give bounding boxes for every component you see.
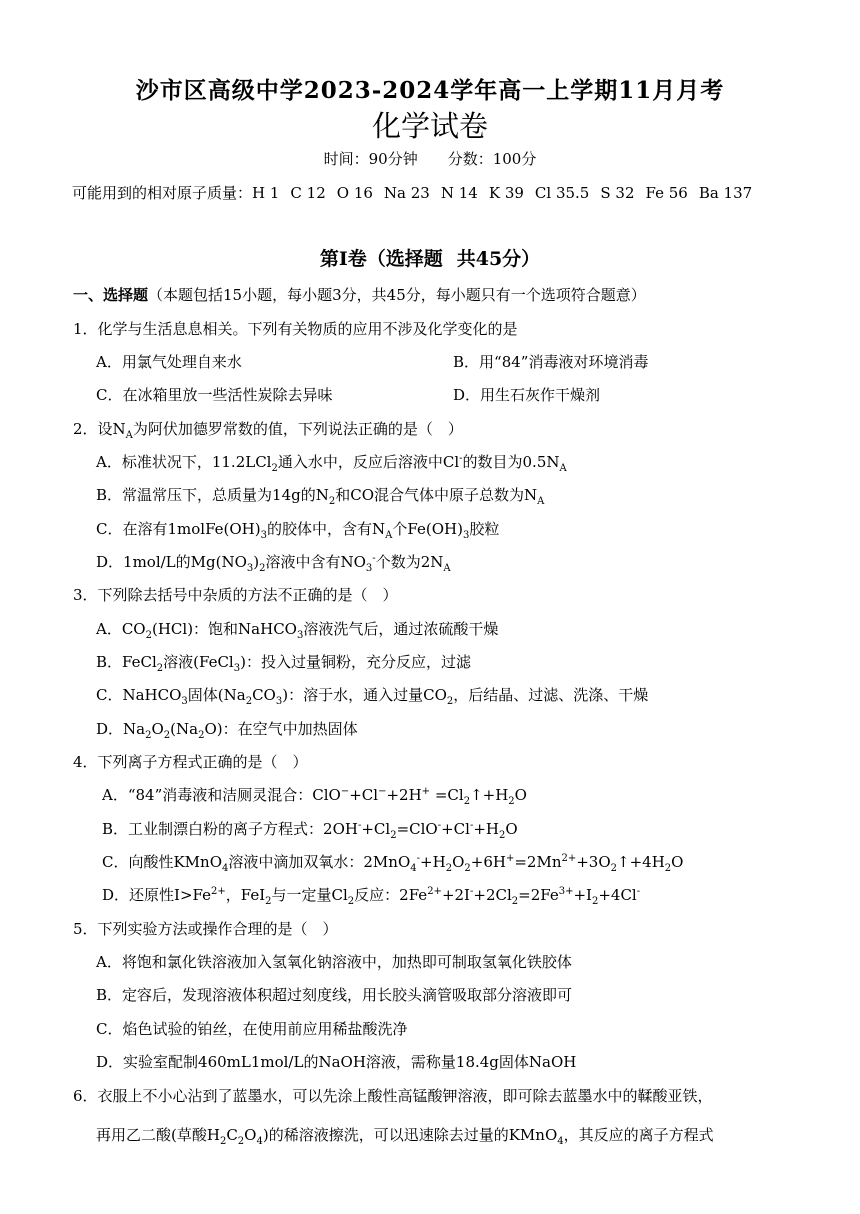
question-4-option-a: A．“84”消毒液和洁厕灵混合：$ClO^-+Cl^-+2H^+ =Cl_2↑+H_2O$	[102, 786, 527, 807]
atom-mass: Na 23	[383, 184, 430, 202]
atom-mass: Ba 137	[698, 184, 753, 202]
question-3-stem: 3．下列除去括号中杂质的方法不正确的是（ ）	[73, 586, 398, 604]
question-3-option-a: A．$CO_2(HCl)$：饱和NaHCO$_3$溶液洗气后，通过浓硫酸干燥	[96, 620, 499, 641]
question-5-stem: 5．下列实验方法或操作合理的是（ ）	[73, 920, 338, 938]
question-1-option-c: C．在冰箱里放一些活性炭除去异味	[96, 386, 333, 404]
question-3-option-d: D．$Na_2O_2(Na_2O)$：在空气中加热固体	[96, 720, 358, 741]
question-3-option-c: C．NaHCO$_3$固体$(Na_2CO_3)$：溶于水，通入过量$CO_2$，后结晶、过滤、洗涤、干燥	[96, 686, 649, 707]
atom-mass: H 1	[252, 184, 280, 202]
time-score-line	[0, 148, 860, 169]
atom-mass: Fe 56	[645, 184, 688, 202]
question-5-option-c: C．焰色试验的铂丝，在使用前应用稀盐酸洗净	[96, 1020, 408, 1038]
question-4-stem: 4．下列离子方程式正确的是（ ）	[73, 753, 308, 771]
question-2-option-c: C．在溶有$1molFe(OH)_3$的胶体中，含有$N_A$个$Fe(OH)_3$胶粒	[96, 520, 500, 541]
atom-mass: N 14	[440, 184, 478, 202]
question-2-option-b: B．常温常压下，总质量为14g的$N_2$和CO混合气体中原子总数为$N_A$	[96, 486, 545, 507]
exam-title: 沙市区高级中学2023-2024学年高一上学期11月月考	[135, 77, 725, 104]
atom-mass: K 39	[488, 184, 524, 202]
exam-score: 分数：100分	[447, 150, 537, 168]
question-1-stem: 1．化学与生活息息相关。下列有关物质的应用不涉及化学变化的是	[73, 320, 518, 338]
atom-mass: C 12	[290, 184, 326, 202]
question-2-stem: 2．设$N_A$为阿伏加德罗常数的值，下列说法正确的是（ ）	[73, 420, 463, 441]
question-2-option-d: D．1mol/L的$Mg(NO_3)_2$溶液中含有$NO_3^-$个数为$2N_A$	[96, 553, 451, 574]
question-1-option-b: B．用“84”消毒液对环境消毒	[453, 353, 649, 371]
part-note: （本题包括15小题，每小题3分，共45分，每小题只有一个选项符合题意）	[148, 286, 646, 304]
question-5-option-a: A．将饱和氯化铁溶液加入氢氧化钠溶液中，加热即可制取氢氧化铁胶体	[96, 953, 572, 971]
question-3-option-b: B．FeCl$_2$溶液(FeCl$_3$)：投入过量铜粉，充分反应，过滤	[96, 653, 471, 674]
question-2-option-a: A．标准状况下，11.2LCl$_2$通入水中，反应后溶液中Cl-的数目为$0.5N_A$	[96, 453, 567, 474]
question-6-stem: 6．衣服上不小心沾到了蓝墨水，可以先涂上酸性高锰酸钾溶液，即可除去蓝墨水中的鞣酸亚铁，	[73, 1087, 713, 1105]
part-label: 一、选择题	[73, 286, 149, 304]
question-4-option-c: C．向酸性KMnO$_4$溶液中滴加双氧水：$2MnO_4^-+H_2O_2+6H^+=2Mn^{2+}+3O_2↑+4H_2O$	[102, 853, 684, 874]
question-6-stem-continued: 再用乙二酸(草酸$H_2C_2O_4$)的稀溶液擦洗，可以迅速除去过量的KMnO$_4$，其反应的离子方程式	[96, 1126, 714, 1147]
part-heading	[73, 284, 646, 305]
atom-mass: Cl 35.5	[534, 184, 590, 202]
exam-time: 时间：90分钟	[323, 150, 418, 168]
question-4-option-b: B．工业制漂白粉的离子方程式：$2OH^-+Cl_2=ClO^-+Cl^-+H_2O$	[102, 820, 518, 841]
atomic-mass-label: 可能用到的相对原子质量：	[72, 184, 253, 202]
atom-mass: S 32	[600, 184, 635, 202]
exam-subject: 化学试卷	[371, 109, 488, 143]
question-1-option-d: D．用生石灰作干燥剂	[453, 386, 601, 404]
question-4-option-d: D．还原性$I>Fe^{2+}$，FeI$_2$与一定量$Cl_2$反应：$2Fe^{2+}+2I^-+2Cl_2=2Fe^{3+}+I_2+4Cl^-$	[102, 886, 641, 907]
question-5-option-d: D．实验室配制460mL1mol/L的NaOH溶液，需称量18.4g固体NaOH	[96, 1053, 577, 1071]
section-heading: 第Ⅰ卷（选择题 共45分）	[319, 248, 541, 270]
question-5-option-b: B．定容后，发现溶液体积超过刻度线，用长胶头滴管吸取部分溶液即可	[96, 986, 573, 1004]
question-1-option-a: A．用氯气处理自来水	[96, 353, 242, 371]
atomic-mass-line	[72, 182, 752, 203]
atom-mass: O 16	[336, 184, 373, 202]
